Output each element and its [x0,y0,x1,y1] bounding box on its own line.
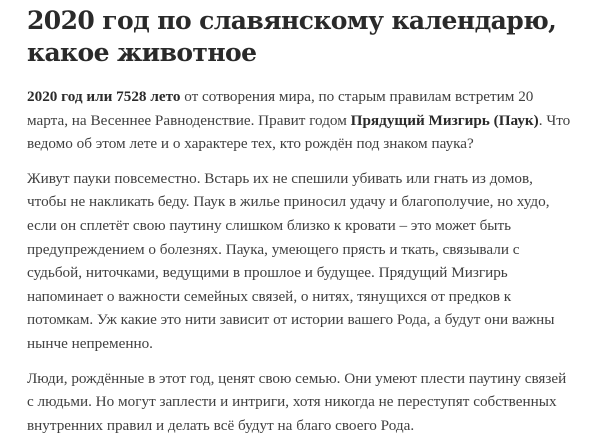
animal-highlight: Прядущий Мизгирь (Паук) [350,111,539,129]
year-highlight: 2020 год или 7528 лето [27,88,181,105]
intro-text-2: . Что ведомо об этом лете и о характере тех, кто рождён под знаком паука? [27,111,571,153]
intro-text-1: от сотворения мира, по старым правилам встретим 20 марта, на Весеннее Равноденствие. Правит годом [27,88,534,129]
article-title: 2020 год по славянскому календарю, какое животное [27,6,557,67]
body-paragraph-people: Люди, рождённые в этот год, ценят свою семью. Они умеют плести паутину связей с людьми. Но могут заплести и интриги, хотя никогда не переступят собственных внутренних правил и делать всё будут на благо своего Рода. [27,369,567,434]
body-paragraph-spiders: Живут пауки повсеместно. Встарь их не спешили убивать или гнать из домов, чтобы не накликать беду. Паук в жилье приносил удачу и благополучие, но худо, если он сплетёт свою паутину слишком близко к кровати – это может быть предупреждением о болезнях. Паука, умеющего прясть и ткать, связывали с судьбой, ниточками, ведущими в прошлое и будущее. Прядущий Мизгирь напоминает о важности семейных связей, о нитях, тянущихся от предков к потомкам. Уж какие это нити зависит от истории вашего Рода, а будут они важны нынче непременно. [27,169,555,352]
intro-paragraph [27,85,576,156]
